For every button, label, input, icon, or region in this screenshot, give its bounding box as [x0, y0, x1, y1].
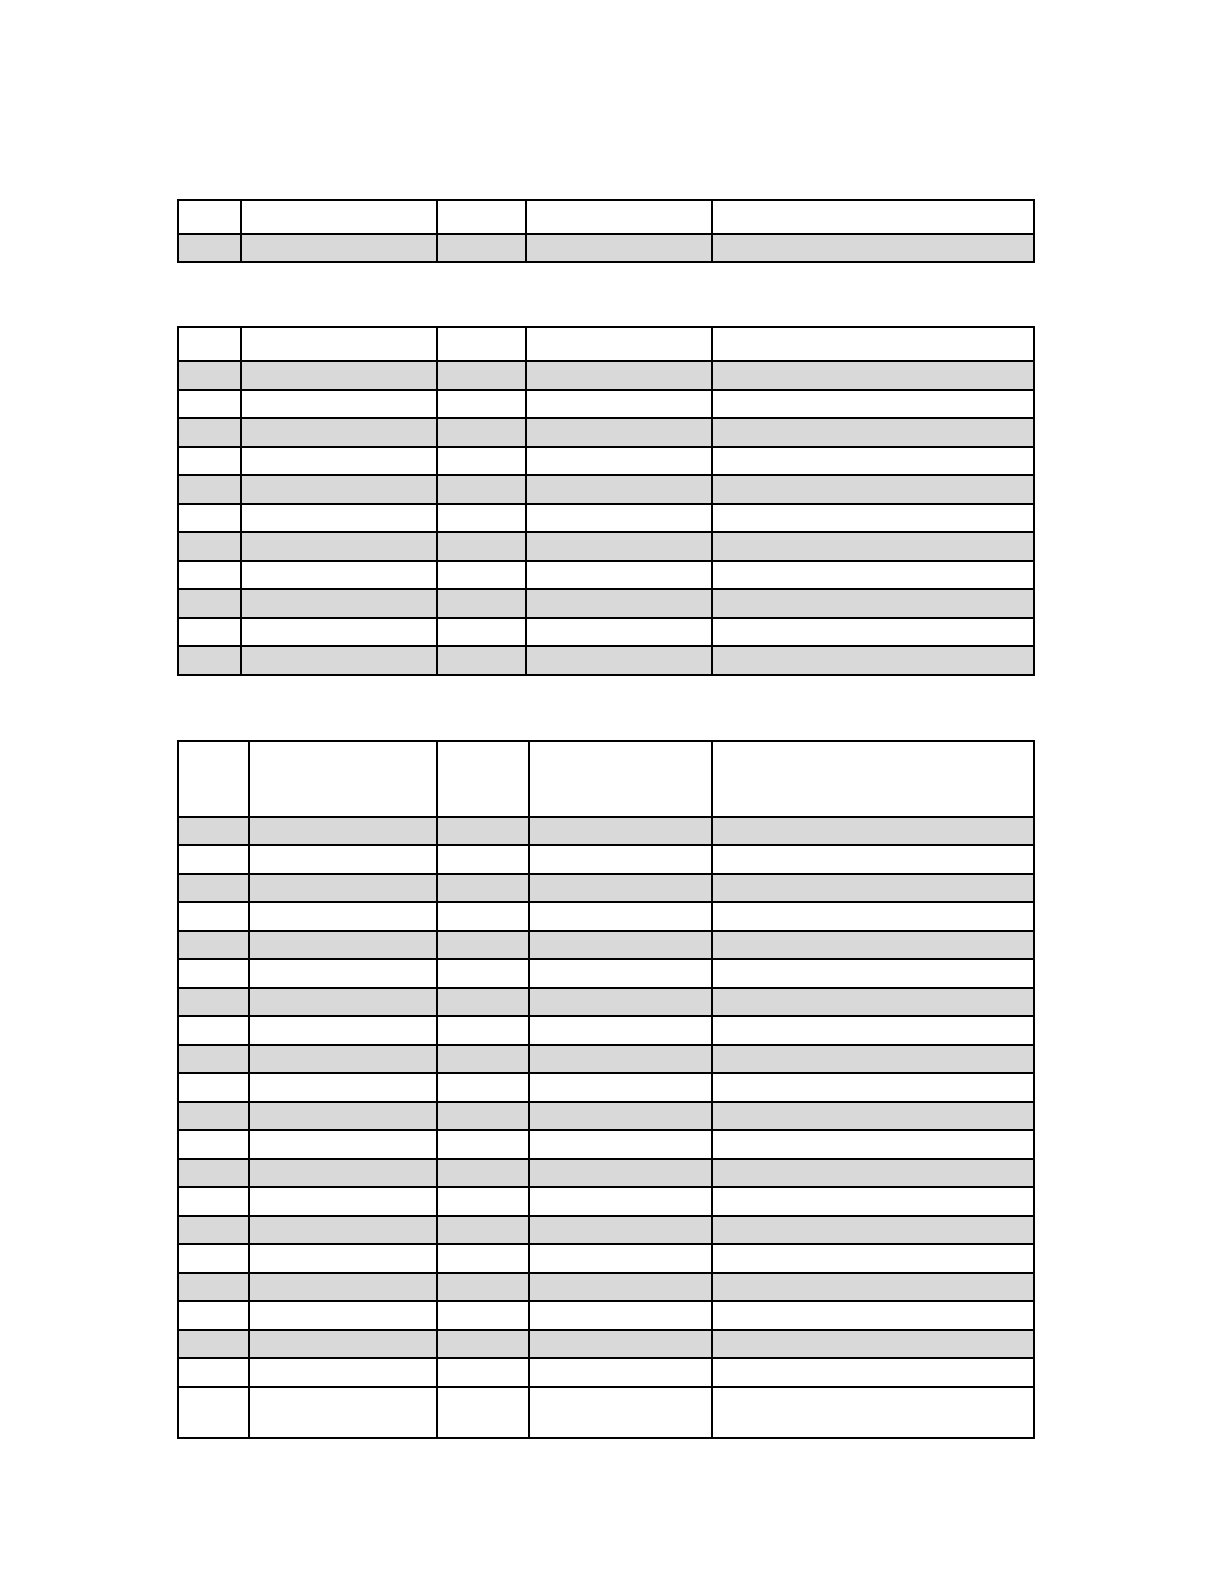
- table-cell: [178, 1387, 249, 1438]
- table-cell: [437, 959, 529, 988]
- table-cell: [178, 959, 249, 988]
- table-cell: [437, 200, 526, 234]
- table-cell: [249, 1016, 437, 1045]
- table-row: [178, 361, 1034, 390]
- table-cell: [437, 1330, 529, 1358]
- table-cell: [178, 618, 241, 646]
- table-cell: [526, 561, 712, 589]
- table-row: [178, 418, 1034, 447]
- table-cell: [526, 618, 712, 646]
- table-row: [178, 988, 1034, 1016]
- table-row: [178, 589, 1034, 618]
- table-cell: [178, 1159, 249, 1187]
- table-cell: [712, 1159, 1034, 1187]
- table-row: [178, 618, 1034, 646]
- table-cell: [241, 618, 437, 646]
- table-row: [178, 1102, 1034, 1130]
- table-cell: [437, 447, 526, 475]
- table-cell: [712, 845, 1034, 874]
- table-row: [178, 874, 1034, 902]
- table-cell: [241, 327, 437, 361]
- table-cell: [712, 561, 1034, 589]
- table-row: [178, 646, 1034, 675]
- table-row: [178, 1387, 1034, 1438]
- table-row: [178, 532, 1034, 561]
- table-cell: [529, 817, 712, 845]
- table-cell: [712, 618, 1034, 646]
- table-cell: [529, 1330, 712, 1358]
- table-cell: [437, 1273, 529, 1301]
- table-row: [178, 1016, 1034, 1045]
- table-row: [178, 959, 1034, 988]
- table-cell: [437, 1073, 529, 1102]
- table-cell: [437, 418, 526, 447]
- table-cell: [526, 418, 712, 447]
- table-cell: [712, 1358, 1034, 1387]
- table-cell: [437, 1187, 529, 1216]
- table-cell: [712, 447, 1034, 475]
- table-cell: [712, 1073, 1034, 1102]
- table-cell: [712, 874, 1034, 902]
- table-cell: [437, 741, 529, 817]
- table-cell: [178, 447, 241, 475]
- table-cell: [712, 1130, 1034, 1159]
- table-cell: [241, 561, 437, 589]
- table-cell: [178, 1130, 249, 1159]
- table-cell: [437, 475, 526, 504]
- table-cell: [241, 589, 437, 618]
- table-cell: [178, 931, 249, 959]
- table-cell: [178, 1330, 249, 1358]
- table-cell: [712, 931, 1034, 959]
- table-cell: [712, 418, 1034, 447]
- table-cell: [178, 561, 241, 589]
- table-cell: [249, 845, 437, 874]
- table-row: [178, 1187, 1034, 1216]
- table-cell: [529, 1187, 712, 1216]
- table-cell: [249, 874, 437, 902]
- table-row: [178, 1330, 1034, 1358]
- table-cell: [712, 589, 1034, 618]
- table-cell: [178, 988, 249, 1016]
- table-cell: [712, 327, 1034, 361]
- table-cell: [437, 1102, 529, 1130]
- table-cell: [437, 1159, 529, 1187]
- table-cell: [249, 1216, 437, 1244]
- table-cell: [529, 1073, 712, 1102]
- table-cell: [529, 1045, 712, 1073]
- table-cell: [529, 1159, 712, 1187]
- table-cell: [712, 390, 1034, 418]
- table-cell: [526, 589, 712, 618]
- table-cell: [249, 902, 437, 931]
- table-1: [177, 199, 1035, 263]
- table-cell: [178, 200, 241, 234]
- table-cell: [437, 646, 526, 675]
- table-cell: [712, 532, 1034, 561]
- table-cell: [249, 1301, 437, 1330]
- table-cell: [712, 988, 1034, 1016]
- table-cell: [249, 931, 437, 959]
- table-cell: [437, 1130, 529, 1159]
- table-cell: [241, 234, 437, 262]
- table-row: [178, 447, 1034, 475]
- table-cell: [712, 361, 1034, 390]
- table-row: [178, 1159, 1034, 1187]
- table-cell: [178, 1102, 249, 1130]
- table-cell: [437, 1387, 529, 1438]
- table-cell: [249, 1045, 437, 1073]
- table-cell: [178, 504, 241, 532]
- table-cell: [249, 817, 437, 845]
- table-cell: [437, 817, 529, 845]
- table-cell: [178, 532, 241, 561]
- header-row: [178, 741, 1034, 817]
- table-cell: [526, 327, 712, 361]
- table-row: [178, 1216, 1034, 1244]
- table-cell: [241, 504, 437, 532]
- table-cell: [712, 1273, 1034, 1301]
- table-cell: [178, 845, 249, 874]
- table-cell: [249, 741, 437, 817]
- table-row: [178, 561, 1034, 589]
- table-cell: [712, 1330, 1034, 1358]
- table-cell: [241, 418, 437, 447]
- table-cell: [529, 1130, 712, 1159]
- table-row: [178, 817, 1034, 845]
- table-cell: [437, 1216, 529, 1244]
- table-cell: [241, 532, 437, 561]
- table-cell: [178, 1358, 249, 1387]
- table-cell: [178, 1187, 249, 1216]
- table-cell: [178, 1045, 249, 1073]
- table-2: [177, 326, 1035, 676]
- table-cell: [526, 532, 712, 561]
- table-cell: [437, 845, 529, 874]
- table-cell: [437, 1301, 529, 1330]
- table-cell: [178, 1016, 249, 1045]
- table-cell: [178, 475, 241, 504]
- table-cell: [178, 1216, 249, 1244]
- table-cell: [241, 447, 437, 475]
- table-cell: [529, 1216, 712, 1244]
- table-cell: [529, 874, 712, 902]
- table-cell: [526, 475, 712, 504]
- table-cell: [437, 390, 526, 418]
- table-row: [178, 1045, 1034, 1073]
- table-cell: [712, 200, 1034, 234]
- table-cell: [526, 390, 712, 418]
- table-cell: [437, 589, 526, 618]
- table-cell: [437, 618, 526, 646]
- table-cell: [526, 646, 712, 675]
- table-cell: [437, 931, 529, 959]
- table-cell: [249, 988, 437, 1016]
- table-cell: [437, 874, 529, 902]
- table-cell: [178, 234, 241, 262]
- table-cell: [178, 418, 241, 447]
- table-cell: [529, 1273, 712, 1301]
- table-cell: [241, 646, 437, 675]
- table-cell: [178, 902, 249, 931]
- table-cell: [529, 959, 712, 988]
- table-cell: [529, 931, 712, 959]
- table-cell: [712, 1216, 1034, 1244]
- header-row: [178, 327, 1034, 361]
- table-cell: [712, 1045, 1034, 1073]
- table-cell: [712, 1387, 1034, 1438]
- table-cell: [712, 504, 1034, 532]
- table-cell: [249, 1273, 437, 1301]
- table-cell: [529, 1301, 712, 1330]
- table-cell: [437, 902, 529, 931]
- table-cell: [178, 741, 249, 817]
- table-cell: [529, 1387, 712, 1438]
- table-cell: [529, 1016, 712, 1045]
- table-cell: [529, 845, 712, 874]
- table-cell: [437, 561, 526, 589]
- table-cell: [526, 234, 712, 262]
- table-row: [178, 1244, 1034, 1273]
- table-cell: [249, 959, 437, 988]
- table-cell: [437, 1358, 529, 1387]
- table-cell: [178, 327, 241, 361]
- table-row: [178, 902, 1034, 931]
- table-cell: [241, 475, 437, 504]
- table-cell: [249, 1330, 437, 1358]
- table-cell: [712, 1102, 1034, 1130]
- table-cell: [178, 646, 241, 675]
- table-row: [178, 475, 1034, 504]
- table-cell: [249, 1187, 437, 1216]
- table-cell: [249, 1073, 437, 1102]
- table-cell: [178, 390, 241, 418]
- table-cell: [249, 1358, 437, 1387]
- table-cell: [529, 1244, 712, 1273]
- table-row: [178, 1301, 1034, 1330]
- table-cell: [437, 361, 526, 390]
- table-cell: [178, 817, 249, 845]
- table-cell: [526, 361, 712, 390]
- table-row: [178, 1273, 1034, 1301]
- table-cell: [437, 1016, 529, 1045]
- table-cell: [712, 234, 1034, 262]
- table-cell: [241, 390, 437, 418]
- table-cell: [178, 1244, 249, 1273]
- table-row: [178, 931, 1034, 959]
- table-cell: [241, 361, 437, 390]
- header-row: [178, 200, 1034, 234]
- table-cell: [249, 1130, 437, 1159]
- table-cell: [249, 1244, 437, 1273]
- table-cell: [437, 327, 526, 361]
- table-cell: [529, 988, 712, 1016]
- table-cell: [526, 447, 712, 475]
- table-cell: [437, 1244, 529, 1273]
- table-cell: [712, 1016, 1034, 1045]
- table-cell: [437, 1045, 529, 1073]
- table-cell: [526, 504, 712, 532]
- table-cell: [712, 959, 1034, 988]
- table-cell: [712, 1301, 1034, 1330]
- table-cell: [437, 234, 526, 262]
- table-cell: [241, 200, 437, 234]
- table-cell: [178, 874, 249, 902]
- table-cell: [712, 646, 1034, 675]
- table-cell: [529, 1358, 712, 1387]
- table-row: [178, 234, 1034, 262]
- table-row: [178, 1130, 1034, 1159]
- table-cell: [712, 817, 1034, 845]
- table-cell: [178, 589, 241, 618]
- table-cell: [437, 532, 526, 561]
- table-cell: [712, 902, 1034, 931]
- table-cell: [712, 475, 1034, 504]
- table-row: [178, 390, 1034, 418]
- table-cell: [529, 902, 712, 931]
- table-cell: [437, 504, 526, 532]
- table-cell: [178, 1073, 249, 1102]
- table-row: [178, 845, 1034, 874]
- table-cell: [529, 741, 712, 817]
- table-cell: [526, 200, 712, 234]
- table-cell: [178, 1273, 249, 1301]
- table-cell: [178, 1301, 249, 1330]
- table-row: [178, 1073, 1034, 1102]
- table-cell: [529, 1102, 712, 1130]
- table-cell: [712, 1187, 1034, 1216]
- table-cell: [249, 1102, 437, 1130]
- table-row: [178, 1358, 1034, 1387]
- table-cell: [437, 988, 529, 1016]
- table-row: [178, 504, 1034, 532]
- table-cell: [249, 1159, 437, 1187]
- table-cell: [712, 741, 1034, 817]
- table-3: [177, 740, 1035, 1439]
- table-cell: [178, 361, 241, 390]
- table-cell: [712, 1244, 1034, 1273]
- table-cell: [249, 1387, 437, 1438]
